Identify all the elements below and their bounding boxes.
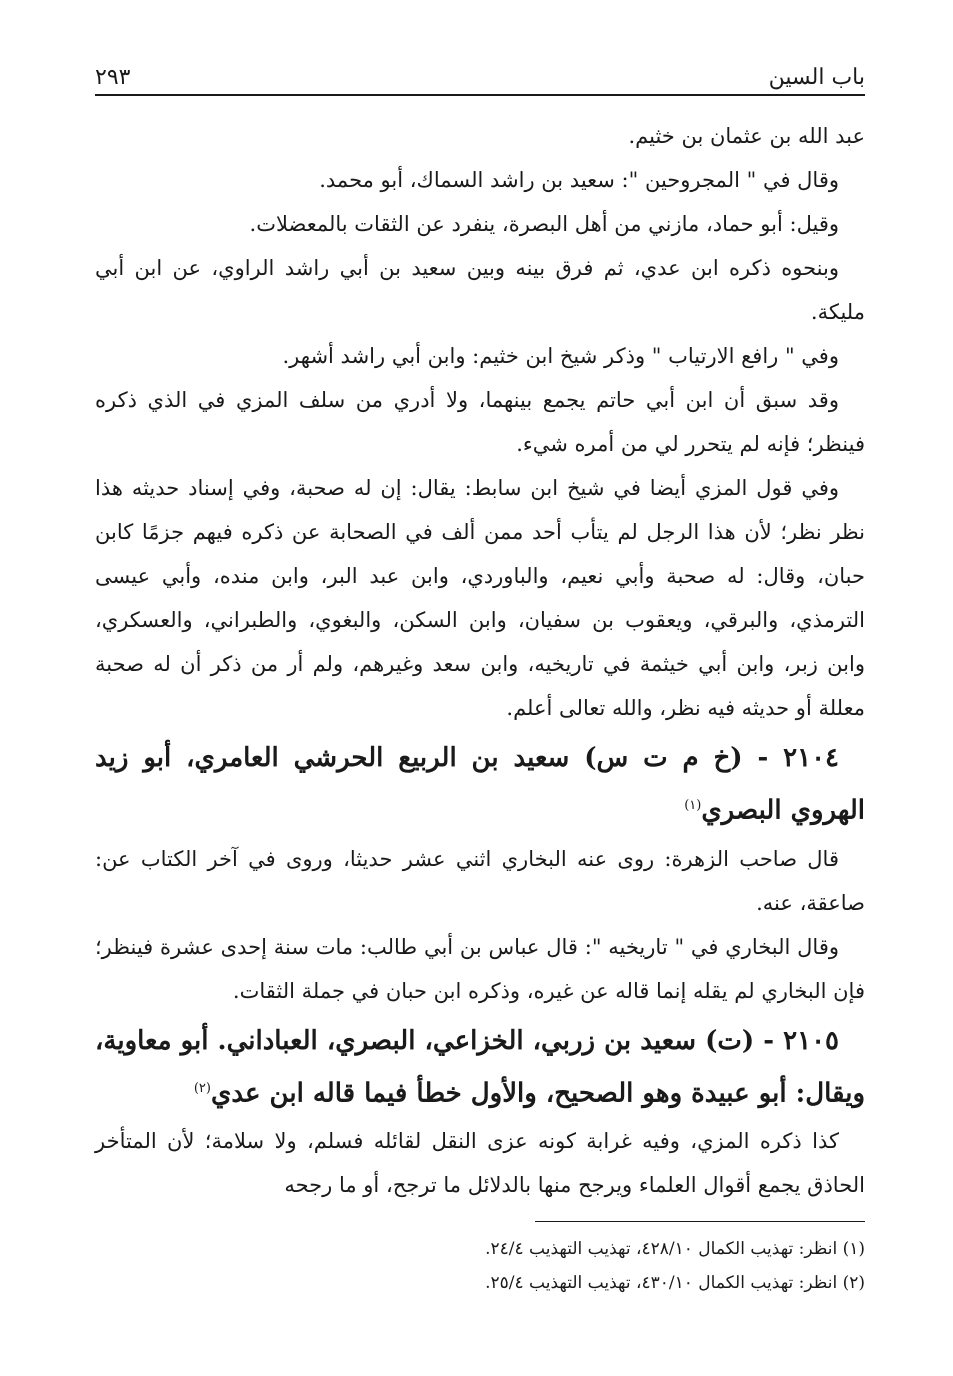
paragraph: وبنحوه ذكره ابن عدي، ثم فرق بينه وبين سعيد بن أبي راشد الراوي، عن ابن أبي مليكة. xyxy=(95,256,865,324)
paragraph: وقيل: أبو حماد، مازني من أهل البصرة، ينفرد عن الثقات بالمعضلات. xyxy=(249,212,839,236)
body-text xyxy=(95,114,865,1207)
footnote: (٢) انظر: تهذيب الكمال ٤٣٠/١٠، تهذيب التهذيب ٢٥/٤. xyxy=(485,1273,865,1294)
entry-heading-2105 xyxy=(95,1017,865,1118)
footnote: (١) انظر: تهذيب الكمال ٤٢٨/١٠، تهذيب التهذيب ٢٤/٤. xyxy=(485,1239,865,1260)
paragraph: عبد الله بن عثمان بن خثيم. xyxy=(628,124,865,148)
footnote-divider xyxy=(535,1221,865,1222)
entry-heading-text: ٢١٠٥ - (ت) سعيد بن زربي، الخزاعي، البصري، العباداني. أبو معاوية، ويقال: أبو عبيدة وهو الصحيح، والأول خطأ فيما قاله ابن عدي xyxy=(95,1025,865,1109)
entry-heading-2104 xyxy=(95,734,865,835)
footnotes xyxy=(95,1232,865,1300)
book-page xyxy=(95,52,865,1300)
entry-heading-text: ٢١٠٤ - (خ م ت س) سعيد بن الربيع الحرشي العامري، أبو زيد الهروي البصري xyxy=(95,743,865,826)
running-head xyxy=(95,52,865,96)
paragraph: وفي قول المزي أيضا في شيخ ابن سابط: يقال: إن له صحبة، وفي إسناد حديثه هذا نظر نظر؛ لأن هذا الرجل لم يتأب أحد ممن ألف في الصحابة عن ذكره فيهم جزمًا كابن حبان، وقال: له صحبة وأبي نعيم، والباوردي، وابن عبد البر، وابن منده، وأبي عيسى الترمذي، والبرقي، ويعقوب بن سفيان، وابن السكن، والبغوي، والطبراني، والعسكري، وابن زبر، وابن أبي خيثمة في تاريخيه، وابن سعد وغيرهم، ولم أر من ذكر أن له صحبة معللة أو حديثه فيه نظر، والله تعالى أعلم. xyxy=(95,476,865,720)
page-number: ٢٩٣ xyxy=(95,65,131,90)
footnote-marker: (١) xyxy=(684,798,702,813)
paragraph: وقال البخاري في " تاريخيه ": قال عباس بن أبي طالب: مات سنة إحدى عشرة فينظر؛ فإن البخاري لم يقله إنما قاله عن غيره، وذكره ابن حبان في جملة الثقات. xyxy=(95,934,865,1003)
paragraph: وقد سبق أن ابن أبي حاتم يجمع بينهما، ولا أدري من سلف المزي في الذي ذكره فينظر؛ فإنه لم يتحرر لي من أمره شيء. xyxy=(95,388,865,456)
footnote-marker: (٢) xyxy=(193,1080,211,1096)
section-title: باب السين xyxy=(768,65,865,90)
paragraph: قال صاحب الزهرة: روى عنه البخاري اثني عشر حديثا، وروى في آخر الكتاب عن: صاعقة، عنه. xyxy=(95,846,865,915)
paragraph: وفي " رافع الارتياب " وذكر شيخ ابن خثيم: وابن أبي راشد أشهر. xyxy=(282,344,839,368)
paragraph: وقال في " المجروحين ": سعيد بن راشد السماك، أبو محمد. xyxy=(319,168,839,192)
paragraph: كذا ذكره المزي، وفيه غرابة كونه عزى النقل لقائله فسلم، ولا سلامة؛ لأن المتأخر الحاذق يجمع أقوال العلماء ويرجح منها بالدلائل ما ترجح، أو ما رجحه xyxy=(95,1129,865,1198)
